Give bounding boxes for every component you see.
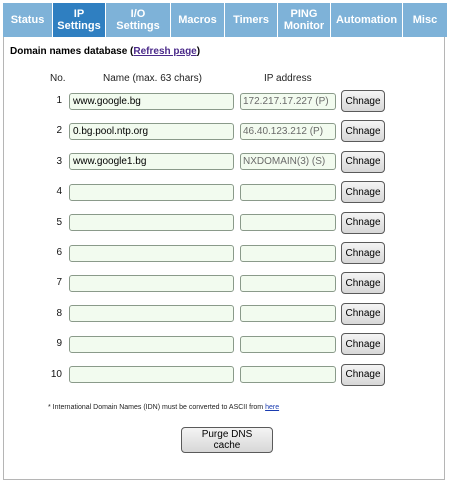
tab-bar [3, 3, 447, 37]
domain-name-input[interactable] [69, 214, 234, 231]
change-button[interactable]: Chnage [341, 151, 385, 173]
section-title [10, 46, 200, 57]
tab-label: I/O [130, 8, 146, 20]
change-button[interactable]: Chnage [341, 242, 385, 264]
tab-label: Settings [57, 20, 101, 32]
tab-label: Monitor [283, 20, 325, 32]
domain-name-input[interactable] [69, 153, 234, 170]
domain-name-input[interactable] [69, 245, 234, 262]
change-button[interactable]: Chnage [341, 364, 385, 386]
section-title-text: Domain names database [10, 46, 128, 57]
tab-label: Macros [178, 14, 217, 26]
column-header-no: No. [50, 73, 66, 84]
domain-name-input[interactable] [69, 305, 234, 322]
row-number: 3 [56, 155, 62, 167]
domain-name-input[interactable] [69, 336, 234, 353]
row-number: 4 [56, 186, 62, 198]
tab-timers[interactable] [225, 3, 278, 37]
ip-address-field [240, 184, 336, 201]
row-number: 9 [56, 338, 62, 350]
change-button[interactable]: Chnage [341, 212, 385, 234]
domain-name-input[interactable] [69, 93, 234, 110]
footnote-text: * International Domain Names (IDN) must be converted to ASCII from [48, 404, 264, 411]
tab-misc[interactable] [403, 3, 447, 37]
domain-name-input[interactable] [69, 366, 234, 383]
ip-address-field [240, 336, 336, 353]
ip-address-field [240, 153, 336, 170]
paren-close: ) [196, 46, 201, 57]
ip-address-field [240, 275, 336, 292]
tab-ip-settings[interactable] [53, 3, 106, 37]
ip-address-field [240, 305, 336, 322]
row-number: 7 [56, 277, 62, 289]
tab-label: Automation [335, 14, 398, 26]
paren-open: ( [130, 46, 134, 57]
idn-here-link[interactable]: here [265, 404, 280, 411]
domain-name-input[interactable] [69, 184, 234, 201]
tab-label: Timers [233, 14, 269, 26]
row-number: 1 [56, 95, 62, 106]
purge-dns-cache-button[interactable]: Purge DNS cache [181, 427, 273, 453]
change-button[interactable]: Chnage [341, 181, 385, 203]
tab-label: Settings [116, 20, 160, 32]
column-header-name: Name (max. 63 chars) [103, 73, 202, 84]
column-header-ip: IP address [264, 73, 312, 84]
tab-label: PING [290, 8, 318, 20]
row-number: 2 [56, 125, 62, 137]
change-button[interactable]: Chnage [341, 303, 385, 325]
tab-label: Misc [412, 14, 438, 26]
row-number: 5 [56, 216, 62, 228]
refresh-page-link[interactable]: Refresh page [133, 46, 197, 57]
tab-io-settings[interactable] [106, 3, 171, 37]
tab-label: IP [73, 8, 85, 20]
change-button[interactable]: Chnage [341, 272, 385, 294]
ip-address-field [240, 366, 336, 383]
tab-macros[interactable] [171, 3, 225, 37]
row-number: 10 [50, 368, 62, 380]
tab-ping-monitor[interactable] [278, 3, 331, 37]
change-button[interactable]: Chnage [341, 120, 385, 142]
domain-name-input[interactable] [69, 123, 234, 140]
tab-label: Status [10, 14, 45, 26]
ip-address-field [240, 214, 336, 231]
change-button[interactable]: Chnage [341, 90, 385, 112]
domain-name-input[interactable] [69, 275, 234, 292]
change-button[interactable]: Chnage [341, 333, 385, 355]
tab-automation[interactable] [331, 3, 403, 37]
ip-address-field [240, 245, 336, 262]
row-number: 6 [56, 247, 62, 258]
tab-status[interactable] [3, 3, 53, 37]
row-number: 8 [56, 307, 62, 319]
ip-address-field [240, 93, 336, 110]
ip-address-field [240, 123, 336, 140]
idn-footnote [48, 404, 279, 411]
